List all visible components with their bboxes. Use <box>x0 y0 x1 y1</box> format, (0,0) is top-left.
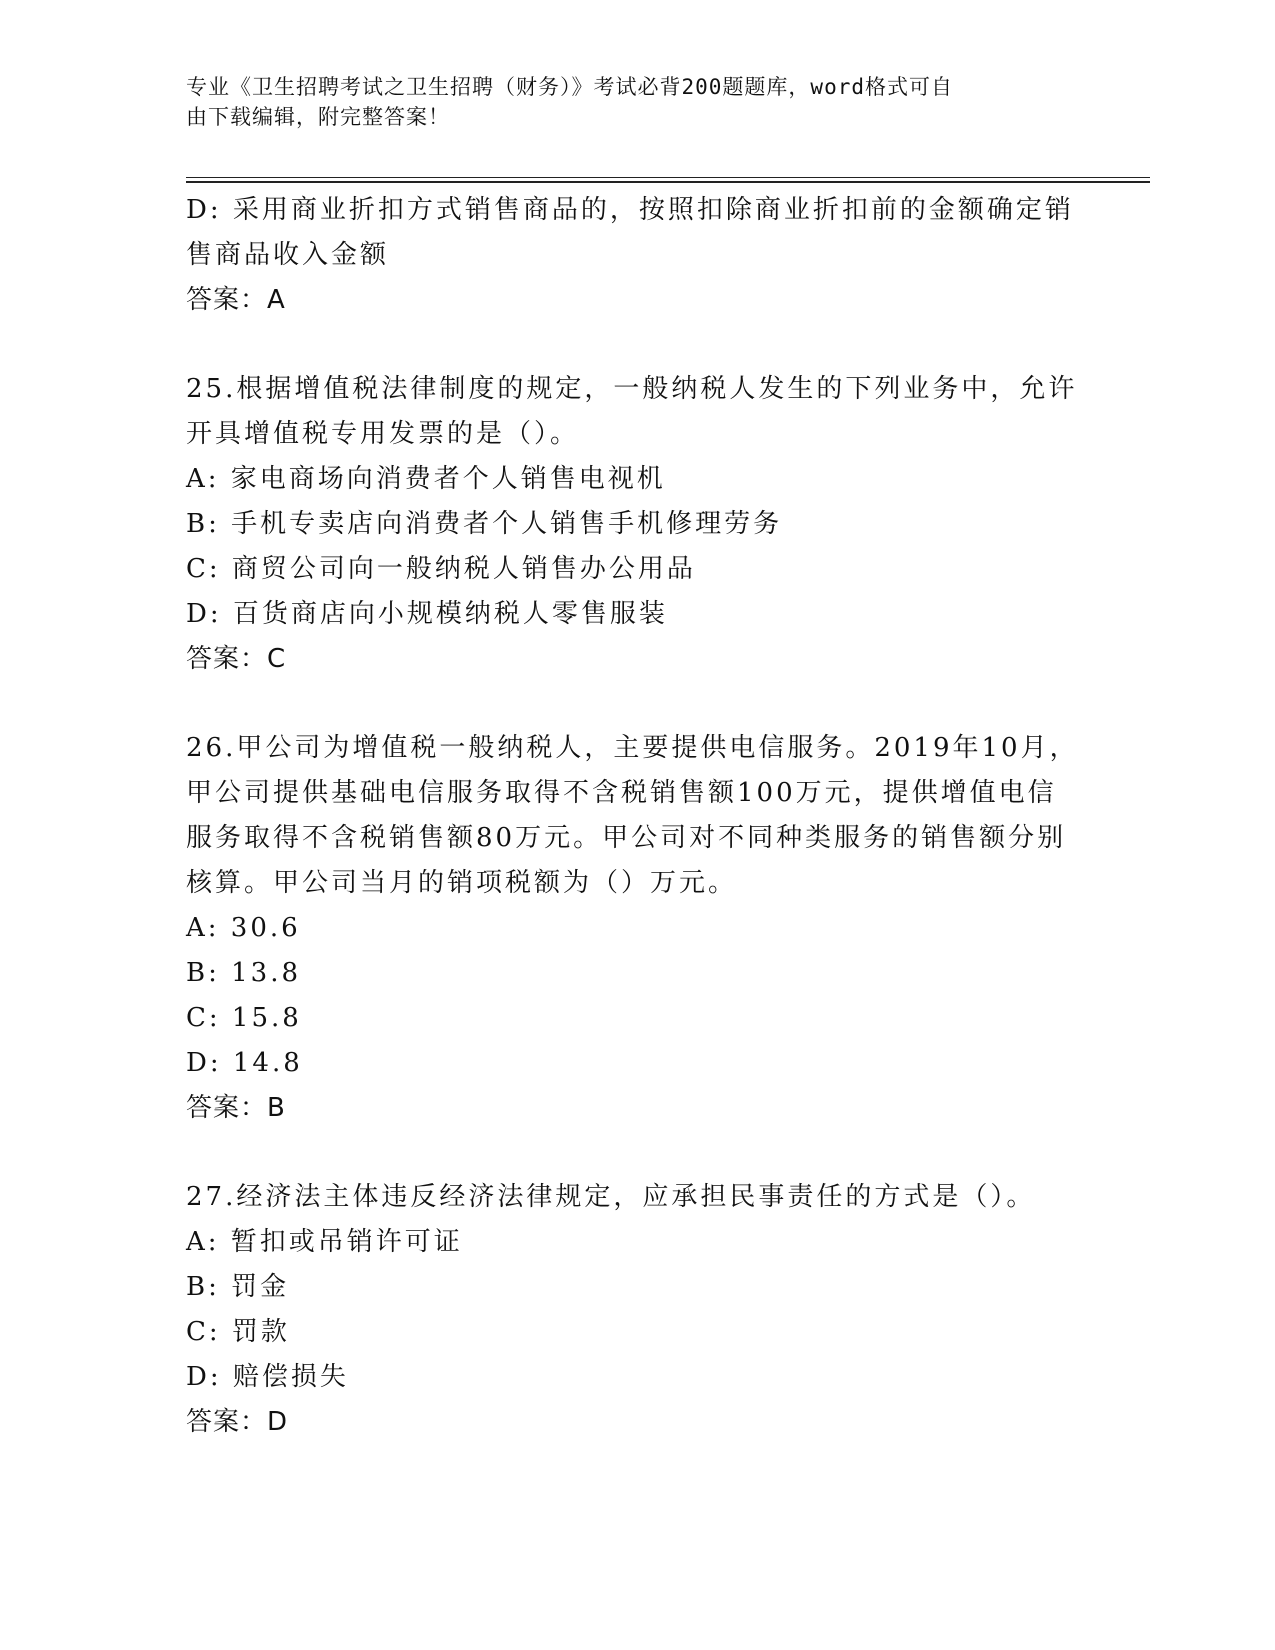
option-d: D: 赔偿损失 <box>186 1362 349 1392</box>
answer-line: 答案：A <box>186 285 286 315</box>
option-c: C: 商贸公司向一般纳税人销售办公用品 <box>186 554 696 584</box>
question-stem-line: 服务取得不含税销售额80万元。甲公司对不同种类服务的销售额分别 <box>186 823 1067 853</box>
question-25 <box>186 367 1086 682</box>
option-c: C: 15.8 <box>186 1003 302 1033</box>
spacer <box>186 682 1086 726</box>
option-b: B: 13.8 <box>186 958 302 988</box>
option-a: A: 家电商场向消费者个人销售电视机 <box>186 464 666 494</box>
answer-line: 答案：B <box>186 1093 286 1123</box>
header-line-2: 由下载编辑，附完整答案！ <box>186 105 450 129</box>
question-stem-line: 开具增值税专用发票的是（）。 <box>186 419 580 449</box>
spacer <box>186 1131 1086 1175</box>
option-c: C: 罚款 <box>186 1317 290 1347</box>
option-d: D: 百货商店向小规模纳税人零售服装 <box>186 599 668 629</box>
option-d-line-1: D: 采用商业折扣方式销售商品的，按照扣除商业折扣前的金额确定销 <box>186 195 1074 225</box>
header-line-1: 专业《卫生招聘考试之卫生招聘（财务）》考试必背200题题库，word格式可自 <box>186 75 953 99</box>
spacer <box>186 323 1086 367</box>
answer-line: 答案：D <box>186 1407 289 1437</box>
option-d: D: 14.8 <box>186 1048 303 1078</box>
question-stem-line: 核算。甲公司当月的销项税额为（）万元。 <box>186 868 738 898</box>
question-stem-line: 26.甲公司为增值税一般纳税人，主要提供电信服务。2019年10月， <box>186 733 1079 763</box>
question-stem-line: 甲公司提供基础电信服务取得不含税销售额100万元，提供增值电信 <box>186 778 1057 808</box>
option-b: B: 手机专卖店向消费者个人销售手机修理劳务 <box>186 509 783 539</box>
question-27 <box>186 1175 1086 1445</box>
header-divider-thin <box>186 177 1150 178</box>
option-b: B: 罚金 <box>186 1272 290 1302</box>
question-stem-line: 25.根据增值税法律制度的规定，一般纳税人发生的下列业务中，允许 <box>186 374 1078 404</box>
header-divider-thick <box>186 181 1150 183</box>
answer-line: 答案：C <box>186 644 287 674</box>
continued-question <box>186 188 1086 323</box>
document-header <box>186 72 1086 132</box>
question-stem-line: 27.经济法主体违反经济法律规定，应承担民事责任的方式是（）。 <box>186 1182 1036 1212</box>
option-a: A: 30.6 <box>186 913 301 943</box>
question-26 <box>186 726 1086 1131</box>
option-d-line-2: 售商品收入金额 <box>186 240 390 270</box>
option-a: A: 暂扣或吊销许可证 <box>186 1227 463 1257</box>
question-content <box>186 188 1086 1445</box>
